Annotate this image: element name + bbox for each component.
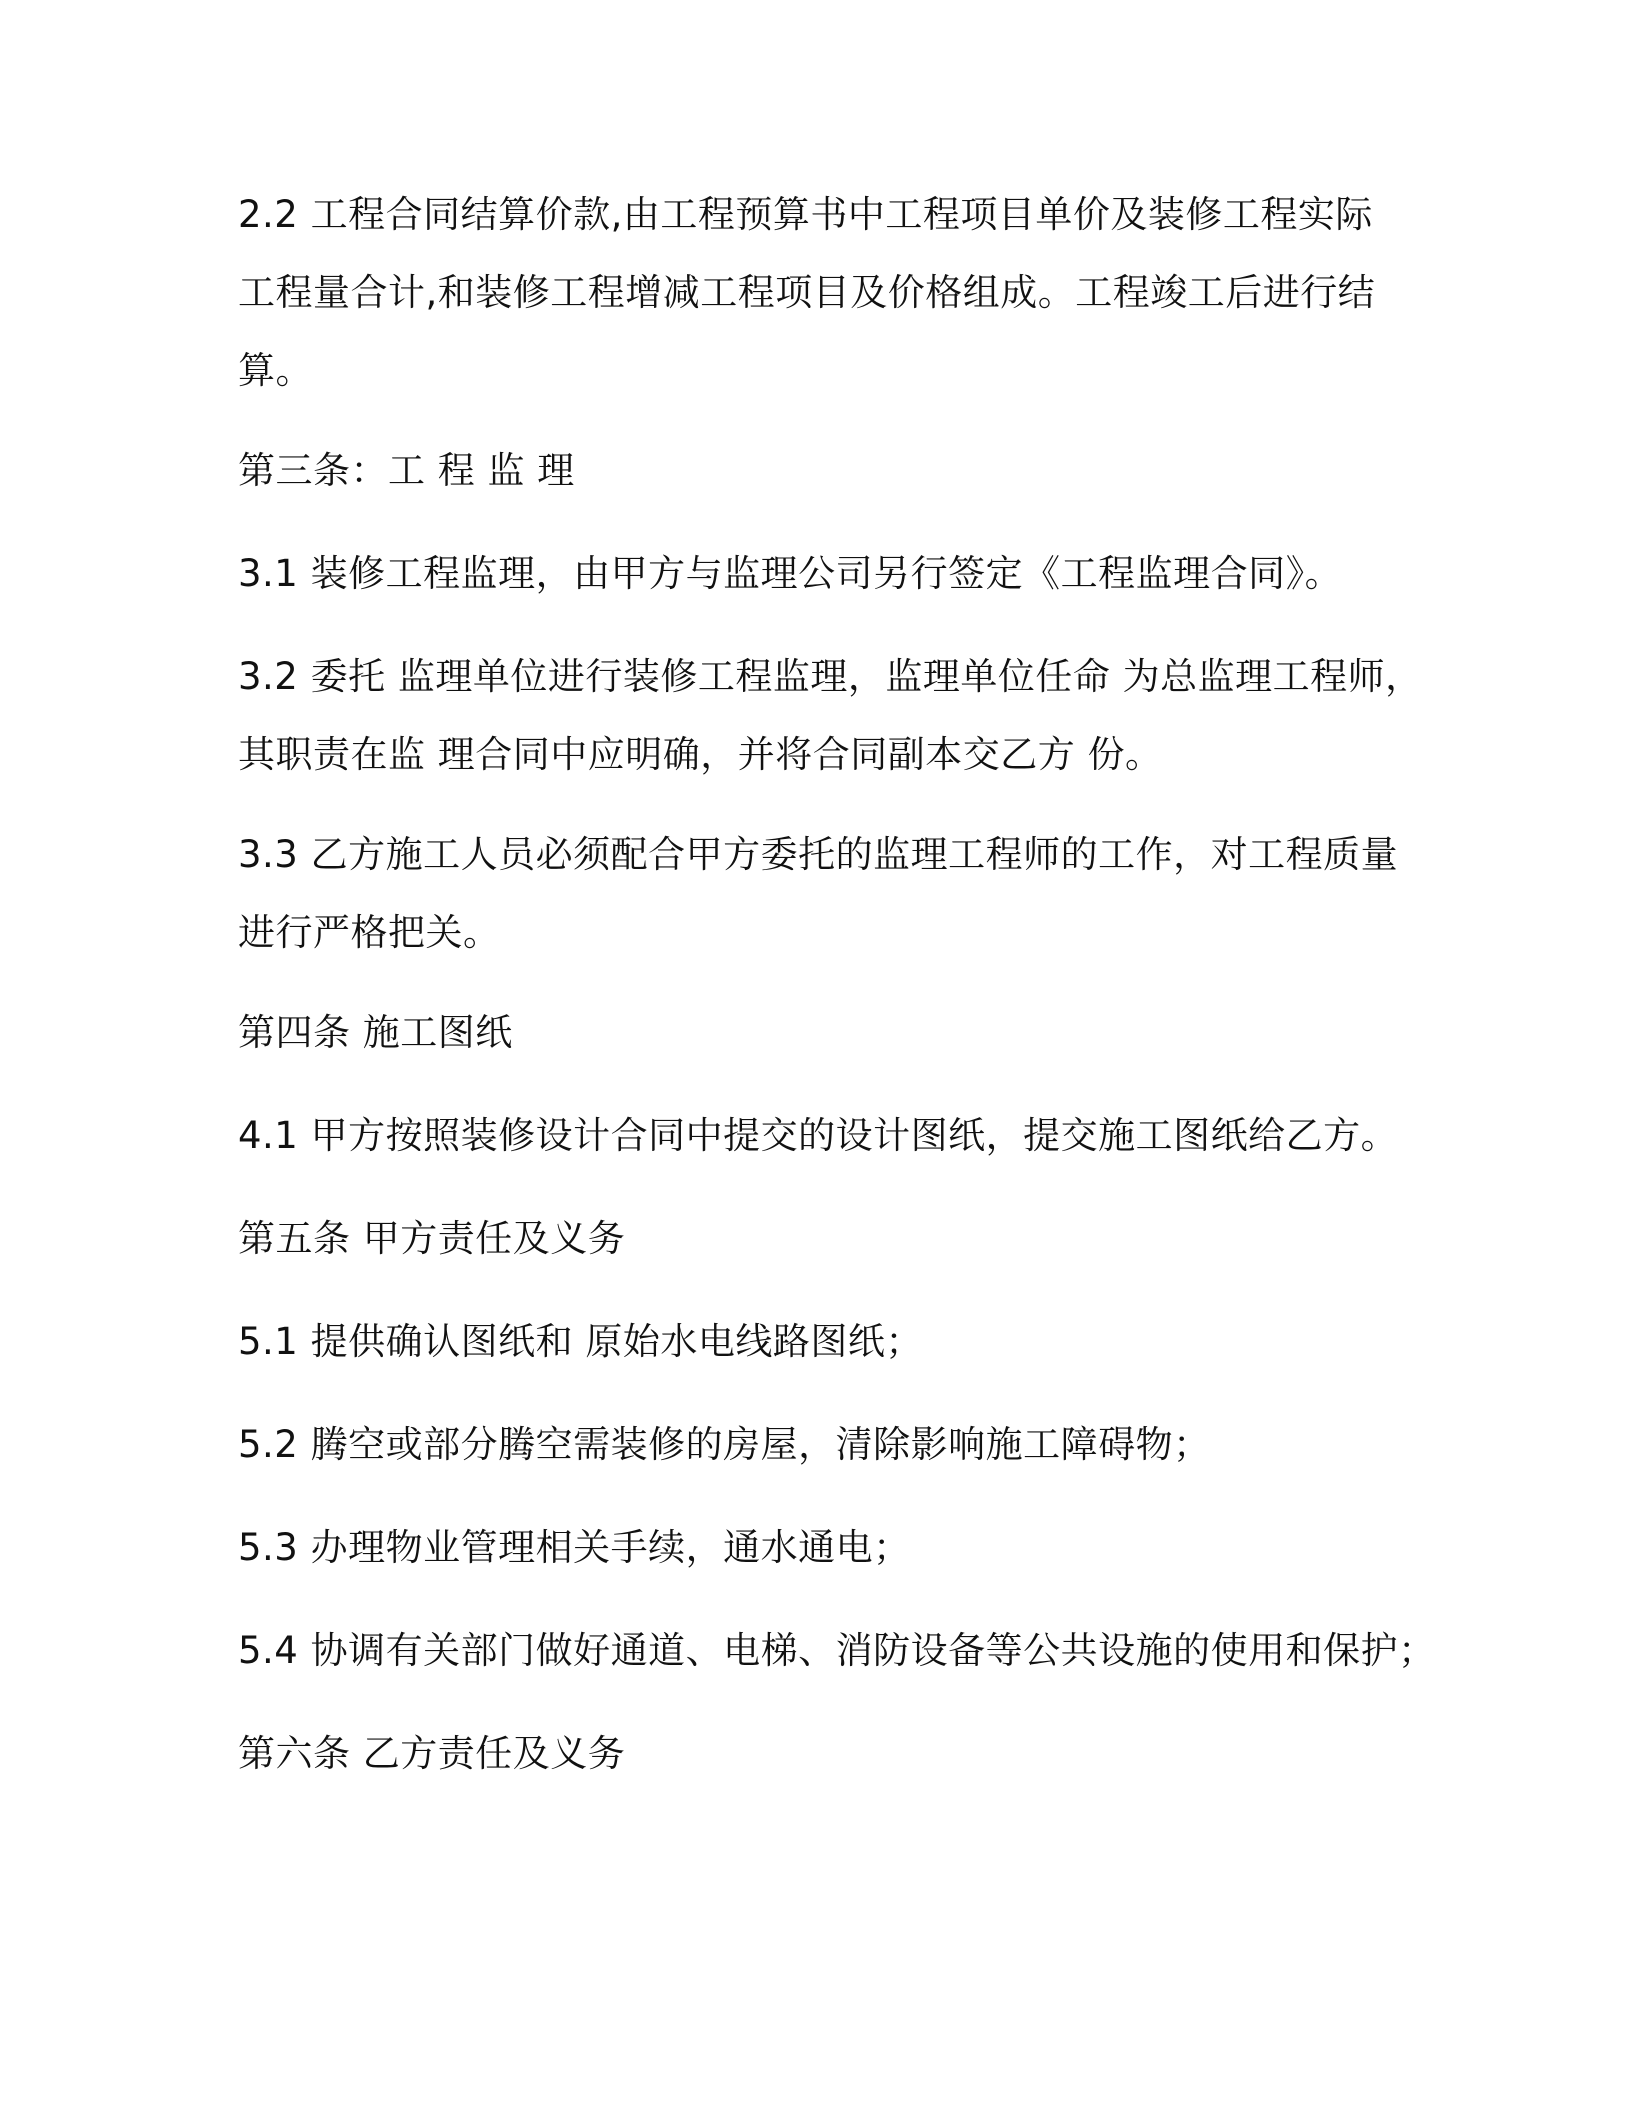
paragraph-5-1 — [238, 1317, 1438, 1367]
article-6-heading — [238, 1729, 1438, 1779]
paragraph-5-3 — [238, 1523, 1438, 1573]
text-line: 工程量合计,和装修工程增减工程项目及价格组成。工程竣工后进行结 — [238, 271, 1376, 314]
text-line: 第六条 乙方责任及义务 — [238, 1732, 626, 1775]
text-line: 第五条 甲方责任及义务 — [238, 1217, 626, 1260]
article-5-heading — [238, 1214, 1438, 1264]
text-line: 5.4 协调有关部门做好通道、电梯、消防设备等公共设施的使用和保护； — [238, 1629, 1436, 1672]
text-line: 算。 — [238, 349, 313, 392]
paragraph-5-4 — [238, 1626, 1438, 1676]
paragraph-4-1 — [238, 1111, 1438, 1161]
text-line: 4.1 甲方按照装修设计合同中提交的设计图纸，提交施工图纸给乙方。 — [238, 1114, 1399, 1157]
text-line: 第四条 施工图纸 — [238, 1011, 513, 1054]
paragraph-2-2 — [238, 190, 1438, 396]
article-4-heading — [238, 1008, 1438, 1058]
text-line: 3.2 委托 监理单位进行装修工程监理，监理单位任命 为总监理工程师， — [238, 655, 1423, 698]
text-line: 3.1 装修工程监理，由甲方与监理公司另行签定《工程监理合同》。 — [238, 552, 1343, 595]
paragraph-5-2 — [238, 1420, 1438, 1470]
text-line: 进行严格把关。 — [238, 911, 501, 954]
text-line: 第三条：工 程 监 理 — [238, 449, 575, 492]
text-line: 3.3 乙方施工人员必须配合甲方委托的监理工程师的工作，对工程质量 — [238, 833, 1399, 876]
article-3-heading — [238, 446, 1438, 496]
paragraph-3-1 — [238, 549, 1438, 599]
paragraph-3-3 — [238, 830, 1438, 958]
text-line: 5.3 办理物业管理相关手续，通水通电； — [238, 1526, 911, 1569]
text-line: 5.2 腾空或部分腾空需装修的房屋，清除影响施工障碍物； — [238, 1423, 1211, 1466]
paragraph-3-2 — [238, 652, 1438, 780]
text-line: 其职责在监 理合同中应明确，并将合同副本交乙方 份。 — [238, 733, 1163, 776]
text-line: 2.2 工程合同结算价款,由工程预算书中工程项目单价及装修工程实际 — [238, 193, 1373, 236]
document-page — [238, 190, 1438, 1779]
text-line: 5.1 提供确认图纸和 原始水电线路图纸； — [238, 1320, 923, 1363]
